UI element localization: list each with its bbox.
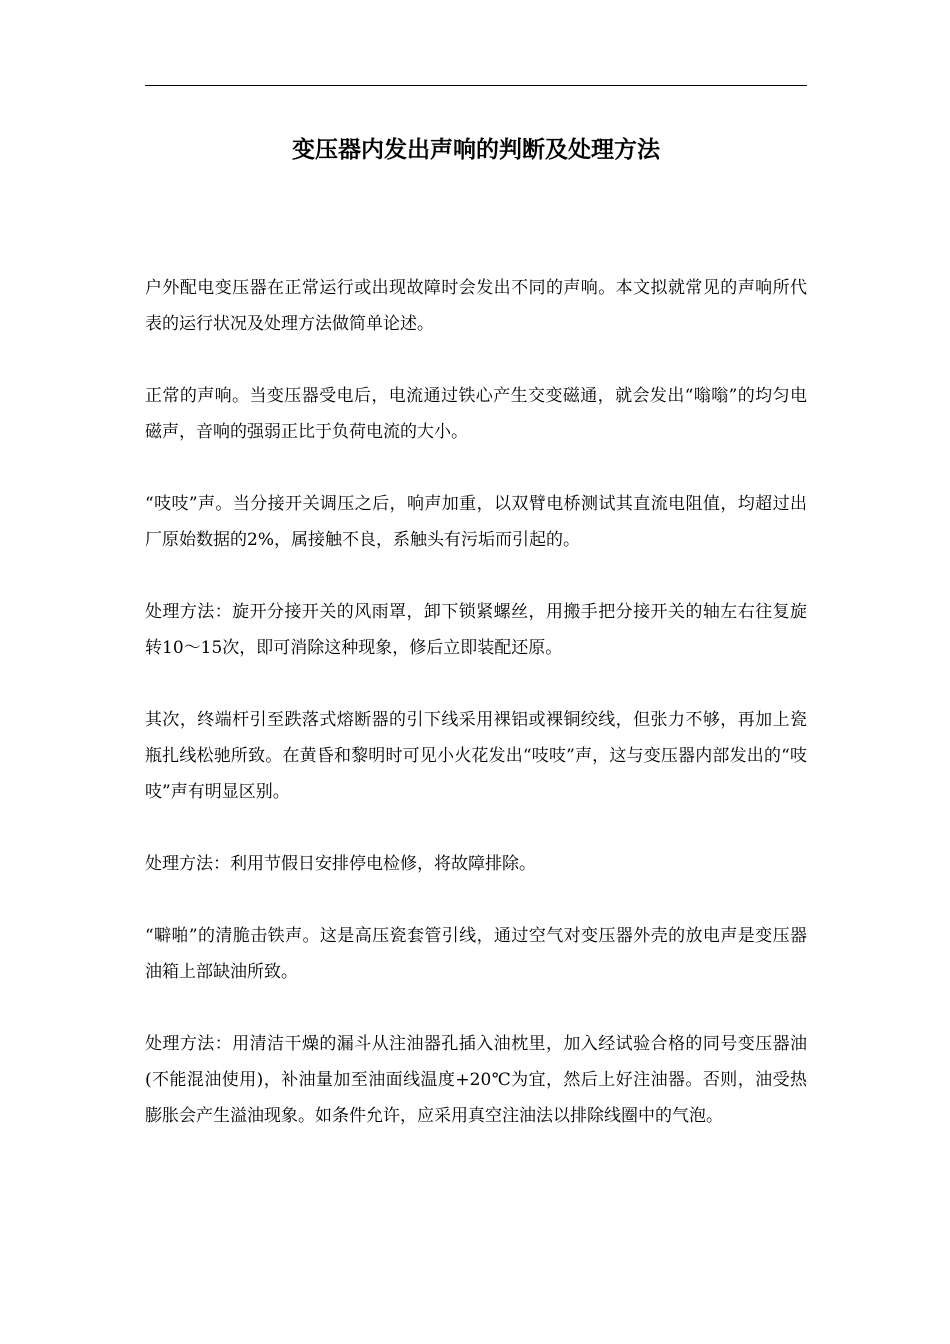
paragraph-pipa-sound: “噼啪”的清脆击铁声。这是高压瓷套管引线，通过空气对变压器外壳的放电声是变压器油箱上部缺油所致。	[145, 926, 807, 982]
paragraph-intro: 户外配电变压器在正常运行或出现故障时会发出不同的声响。本文拟就常见的声响所代表的运行状况及处理方法做简单论述。	[145, 278, 807, 334]
paragraph-treatment-1: 处理方法：旋开分接开关的风雨罩，卸下锁紧螺丝，用搬手把分接开关的轴左右往复旋转10～15次，即可消除这种现象，修后立即装配还原。	[145, 602, 807, 658]
paragraph-zhizhi-sound: “吱吱”声。当分接开关调压之后，响声加重，以双臂电桥测试其直流电阻值，均超过出厂原始数据的2%，属接触不良，系触头有污垢而引起的。	[145, 494, 807, 550]
document-body	[145, 270, 807, 1170]
header-rule	[145, 85, 807, 86]
document-title: 变压器内发出声响的判断及处理方法	[292, 136, 660, 163]
paragraph-normal-sound: 正常的声响。当变压器受电后，电流通过铁心产生交变磁通，就会发出“嗡嗡”的均匀电磁声，音响的强弱正比于负荷电流的大小。	[145, 386, 807, 442]
paragraph-secondary-cause: 其次，终端杆引至跌落式熔断器的引下线采用裸铝或裸铜绞线，但张力不够，再加上瓷瓶扎线松驰所致。在黄昏和黎明时可见小火花发出“吱吱”声，这与变压器内部发出的“吱吱”声有明显区别。	[145, 710, 807, 802]
paragraph-treatment-2: 处理方法：利用节假日安排停电检修，将故障排除。	[145, 854, 536, 874]
paragraph-treatment-3: 处理方法：用清洁干燥的漏斗从注油器孔插入油枕里，加入经试验合格的同号变压器油(不能混油使用)，补油量加至油面线温度+20℃为宜，然后上好注油器。否则，油受热膨胀会产生溢油现象。如条件允许，应采用真空注油法以排除线圈中的气泡。	[145, 1034, 807, 1126]
